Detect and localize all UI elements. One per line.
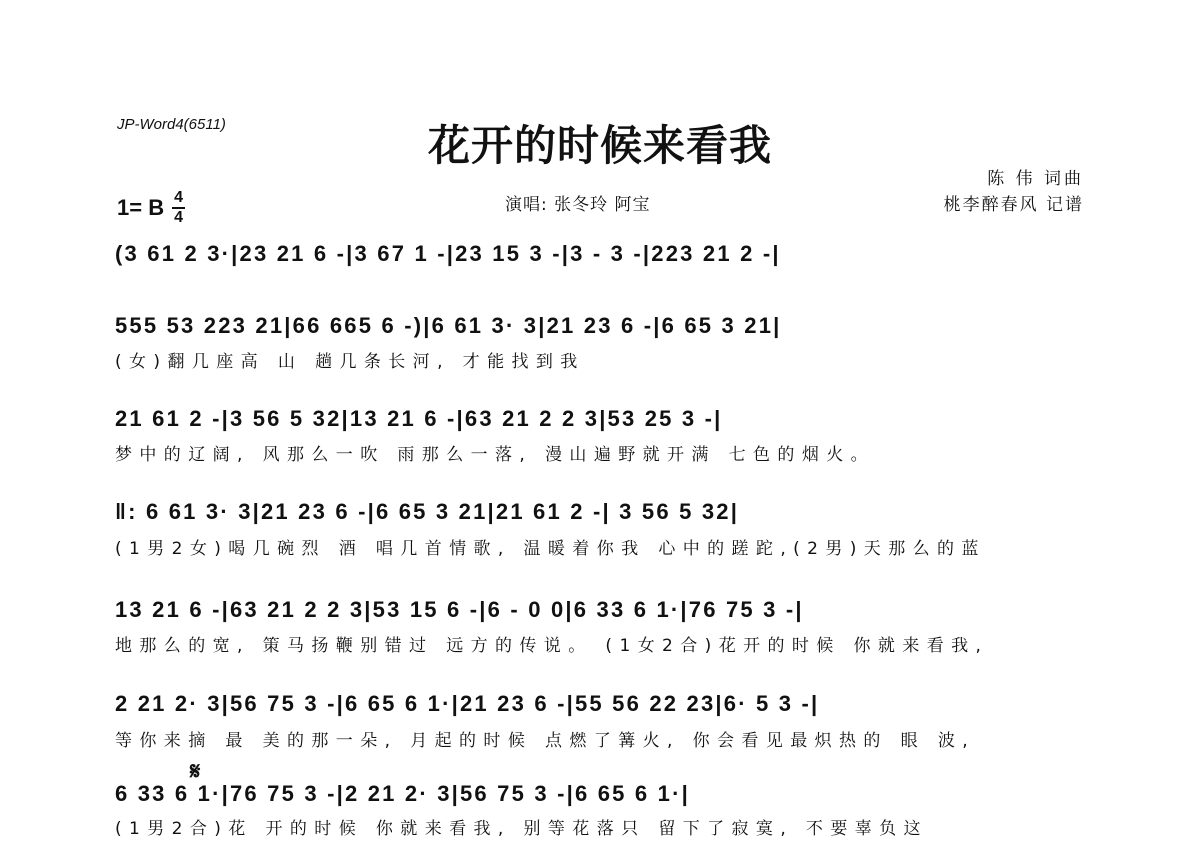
notation-line: 555 53 223 21|66 665 6 -)|6 61 3· 3|21 23 6 -|6 65 3 21| xyxy=(115,313,782,338)
song-title: 花开的时候来看我 xyxy=(427,121,772,170)
lyric-line: (1男2合)花 开的时候 你就来看我, 别等花落只 留下了寂寞, 不要辜负这 xyxy=(115,819,928,839)
time-signature-bottom: 4 xyxy=(174,209,184,226)
lyric-line: 梦中的辽阔, 风那么一吹 雨那么一落, 漫山遍野就开满 七色的烟火。 xyxy=(115,445,876,465)
key-signature xyxy=(117,190,185,226)
notation-line: 13 21 6 -|63 21 2 2 3|53 15 6 -|6 - 0 0|6 33 6 1·|76 75 3 -| xyxy=(115,597,804,622)
segno-icon: 𝄋 xyxy=(190,757,201,785)
lyric-line: (女)翻几座高 山 趟几条长河, 才能找到我 xyxy=(115,352,585,372)
transcriber: 桃李醉春风 记谱 xyxy=(943,195,1084,215)
lyric-line: (1男2女)喝几碗烈 酒 唱几首情歌, 温暖着你我 心中的蹉跎,(2男)天那么的蓝 xyxy=(115,539,986,559)
notation-line: (3 61 2 3·|23 21 6 -|3 67 1 -|23 15 3 -|3 - 3 -|223 21 2 -| xyxy=(115,241,781,266)
notation-line: ‖: 6 61 3· 3|21 23 6 -|6 65 3 21|21 61 2 -| 3 56 5 32| xyxy=(115,499,740,524)
notation-line: 6 33 6 1·|76 75 3 -|2 21 2· 3|56 75 3 -|6 65 6 1·| xyxy=(115,781,690,806)
singer-credit: 演唱: 张冬玲 阿宝 xyxy=(505,195,651,215)
lyric-line: 等你来摘 最 美的那一朵, 月起的时候 点燃了篝火, 你会看见最炽热的 眼 波, xyxy=(115,731,976,751)
time-signature-top: 4 xyxy=(174,189,184,206)
notation-line: 2 21 2· 3|56 75 3 -|6 65 6 1·|21 23 6 -|55 56 22 23|6· 5 3 -| xyxy=(115,691,820,716)
lyric-line: 地那么的宽, 策马扬鞭别错过 远方的传说。 (1女2合)花开的时候 你就来看我, xyxy=(115,636,989,656)
software-label: JP-Word4(6511) xyxy=(117,116,226,133)
key-label: 1= B xyxy=(117,195,165,220)
notation-line: 21 61 2 -|3 56 5 32|13 21 6 -|63 21 2 2 3|53 25 3 -| xyxy=(115,406,723,431)
time-signature xyxy=(172,190,185,226)
lyricist-composer: 陈 伟 词曲 xyxy=(987,169,1084,189)
